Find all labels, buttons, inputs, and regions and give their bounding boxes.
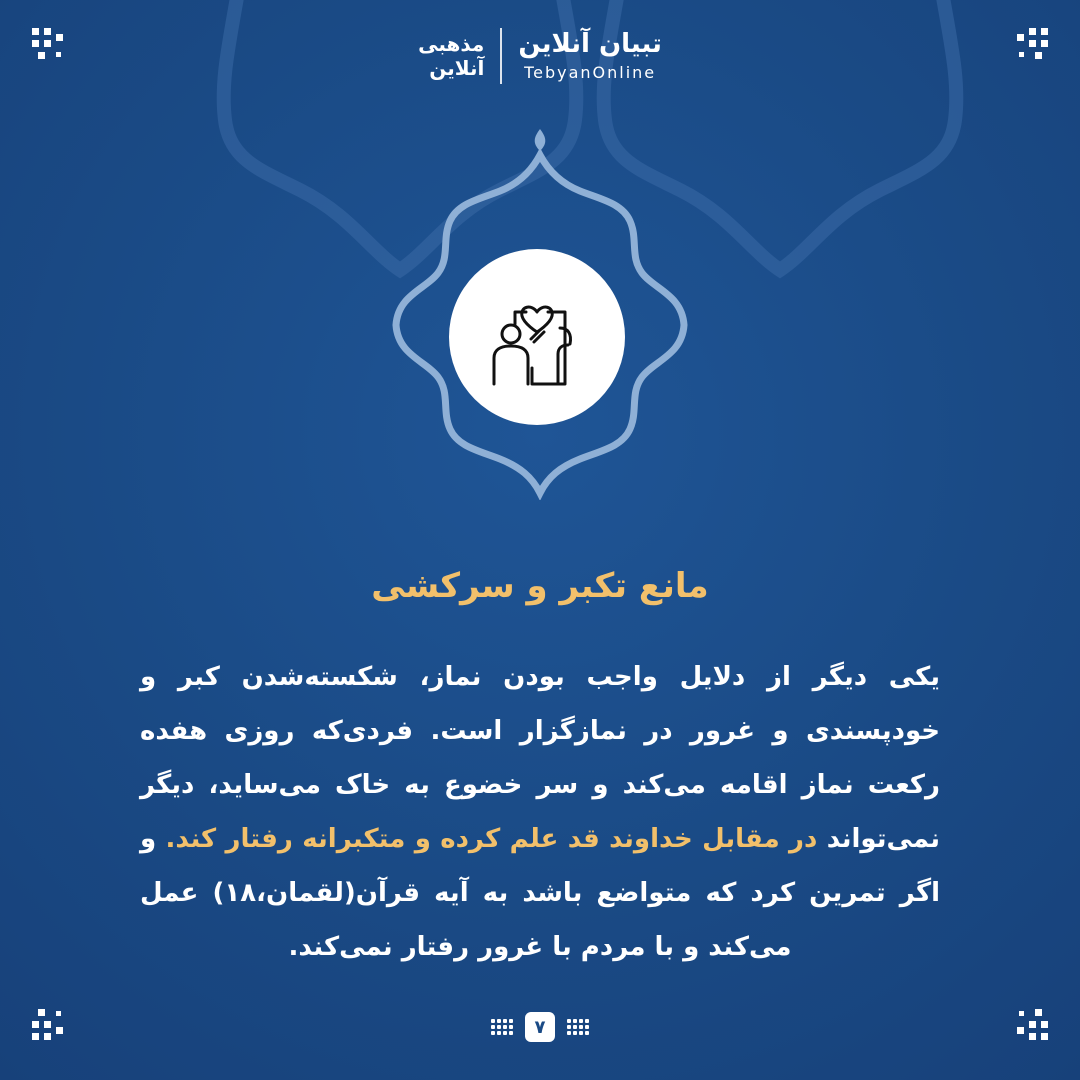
header-logos — [0, 28, 1080, 84]
tebyan-logo-english: TebyanOnline — [524, 62, 657, 82]
page-number: ۷ — [525, 1012, 555, 1042]
people-heart-icon — [482, 282, 592, 392]
religious-logo-line1: مذهبی — [418, 32, 485, 56]
tebyan-online-logo — [518, 30, 662, 82]
dots-right-icon — [567, 1019, 589, 1035]
dots-left-icon — [491, 1019, 513, 1035]
tebyan-logo-persian: تبیان آنلاین — [518, 29, 662, 60]
icon-badge — [449, 249, 625, 425]
body-text-part1: یکی دیگر از دلایل واجب بودن نماز، شکسته‌شدن کبر و خودپسندی و غرور در نمازگزار است. فردی‌که روزی هفده رکعت نماز اقامه می‌کند و سر خضوع به خاک می‌ساید، دیگر نمی‌تواند — [140, 662, 940, 854]
logo-divider — [500, 28, 502, 84]
page-title: مانع تکبر و سرکشی — [371, 566, 709, 606]
religious-logo-line2: آنلاین — [429, 56, 485, 80]
body-paragraph — [140, 650, 940, 974]
religious-online-logo — [418, 34, 484, 78]
body-text-highlight: در مقابل خداوند قد علم کرده و متکبرانه رفتار کند. — [165, 824, 818, 854]
body-text-part2: و اگر تمرین کرد که متواضع باشد به آیه قرآن(لقمان،۱۸) عمل می‌کند و با مردم با غرور رفتار نمی‌کند. — [140, 824, 940, 962]
page-indicator — [0, 1012, 1080, 1042]
